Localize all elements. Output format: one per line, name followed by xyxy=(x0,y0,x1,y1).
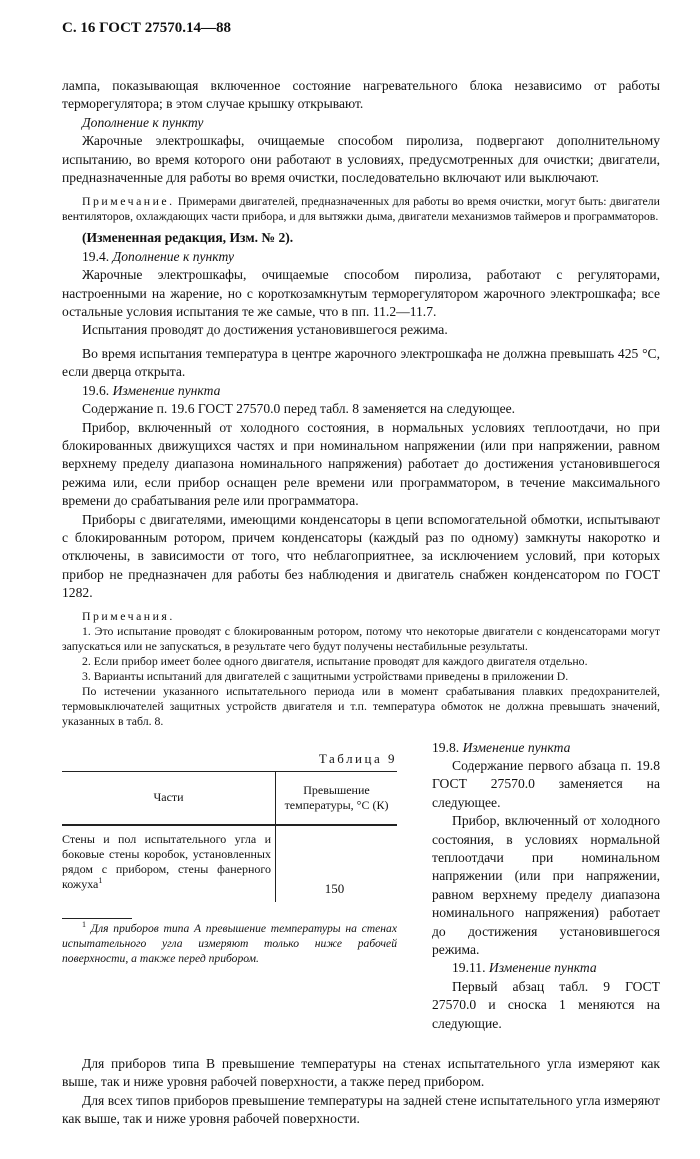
table-9 xyxy=(62,771,397,902)
table-row xyxy=(62,825,397,902)
paragraph: Во время испытания температура в центре жарочного электрошкафа не должна превышать 425 °С, если дверца открыта. xyxy=(62,345,660,380)
paragraph: Для приборов типа В превышение температуры на стенах испытательного угла измеряют как выше, так и ниже уровня рабочей поверхности, а также перед прибором. xyxy=(62,1056,660,1090)
paragraph: Прибор, включенный от холодного состояния, в условиях нормальной теплоотдачи при номинальном напряжении (или при напряжении, равном верхнему пределу диапазона номинального напряжения) работает до достижения установившегося режима. xyxy=(432,813,660,958)
paragraph: Прибор, включенный от холодного состояния, в нормальных условиях теплоотдачи, но при блокированных движущихся частях и при номинальном напряжении (или при напряжении, равном верхнему пределу диапазона номинального напряжения) работает до достижения установившегося режима или, если прибор оснащен реле времени или программатором, в течение максимального времени до срабатывания реле или программатора. xyxy=(62,419,660,509)
paragraph: Содержание п. 19.6 ГОСТ 27570.0 перед табл. 8 заменяется на следующее. xyxy=(82,401,516,417)
section-number: 19.6. xyxy=(82,382,113,398)
paragraph: лампа, показывающая включенное состояние нагревательного блока независимо от работы терморегулятора; в этом случае крышку открывают. xyxy=(62,78,660,112)
table-header-row xyxy=(62,771,397,825)
subheading: Дополнение к пункту xyxy=(82,114,204,130)
section-heading-19-6 xyxy=(62,382,660,400)
paragraph: Содержание первого абзаца п. 19.8 ГОСТ 27570.0 заменяется на следующее. xyxy=(432,757,660,810)
section-title: Дополнение к пункту xyxy=(112,248,234,264)
revision-note: (Измененная редакция, Изм. № 2). xyxy=(82,230,294,246)
footnote-mark: 1 xyxy=(82,919,86,929)
paragraph: Для всех типов приборов превышение температуры на задней стене испытательного угла измеряют как выше, так и ниже уровня рабочей поверхности. xyxy=(62,1092,660,1127)
bottom-text-block xyxy=(62,1055,660,1129)
table-caption: Таблица 9 xyxy=(318,750,397,766)
paragraph: Приборы с двигателями, имеющими конденсаторы в цепи вспомогательной обмотки, испытывают с блокированным ротором, причем конденсаторы (каждый раз по одному) замкнуты накоротко и отключены, в зависимости от того, что неблагоприятнее, за исключением условий, при которых прибор не предназначен для работы без наблюдения и двигатель снабжен конденсатором по ГОСТ 1282. xyxy=(62,511,660,601)
section-title: Изменение пункта xyxy=(488,960,597,976)
cell-text: Стены и пол испытательного угла и боковые стены коробок, установленных рядом с прибором, стены фанерного кожуха xyxy=(62,831,271,891)
table-column xyxy=(62,739,397,966)
section-heading-19-11 xyxy=(432,959,660,977)
note-item: 2. Если прибор имеет более одного двигателя, испытание проводят для каждого двигателя отдельно. xyxy=(82,653,588,668)
page-header: С. 16 ГОСТ 27570.14—88 xyxy=(62,20,231,36)
paragraph: Жарочные электрошкафы, очищаемые способом пиролиза, работают с регуляторами, настроенными на жарение, но с короткозамкнутым терморегулятором жарочного электрошкафа; все остальные условия испытания те же самые, что в пп. 11.2—11.7. xyxy=(62,267,660,320)
section-title: Изменение пункта xyxy=(462,739,571,755)
footnote-divider xyxy=(62,918,132,919)
main-text-block xyxy=(62,77,660,729)
table-cell xyxy=(62,825,276,902)
section-title: Изменение пункта xyxy=(112,382,221,398)
footnote-text: Для приборов типа А превышение температуры на стенах испытательного угла измеряют только ниже рабочей поверхности, а также перед прибором. xyxy=(62,921,397,965)
paragraph: Жарочные электрошкафы, очищаемые способом пиролиза, подвергают дополнительному испытанию, во время которого они работают в условиях, предусмотренных для очистки; двигатели, предназначенные для работы во время очистки, последовательно включают или выключают. xyxy=(62,133,660,186)
note-label: Примечание. xyxy=(82,194,175,209)
section-number: 19.8. xyxy=(432,739,463,755)
section-heading-19-8 xyxy=(432,739,660,757)
column-header: Части xyxy=(62,771,276,825)
section-heading-19-4 xyxy=(62,248,660,266)
footnote xyxy=(62,921,397,966)
note-text: Примерами двигателей, предназначенных для работы во время очистки, могут быть: двигатели вентиляторов, охлаждающих части прибора, и для вытяжки дыма, двигатели механизмов таймеров и программаторов. xyxy=(62,194,660,224)
note xyxy=(62,194,660,224)
note-item: 3. Варианты испытаний для двигателей с защитными устройствами приведены в приложении D. xyxy=(82,668,569,683)
paragraph-small: По истечении указанного испытательного периода или в момент срабатывания плавких предохранителей, термовыключателей защитных устройств двигателя и т.п. температура обмоток не должна превышать значений, указанных в табл. 8. xyxy=(62,683,660,728)
section-number: 19.4. xyxy=(82,248,113,264)
two-column-section xyxy=(62,739,660,1034)
note-item: 1. Это испытание проводят с блокированным ротором, потому что некоторые двигатели с конденсаторами могут запускаться или не запускаться, в результате чего будут получены нестабильные результаты. xyxy=(62,623,660,653)
right-column xyxy=(432,739,660,1034)
footnote-ref: 1 xyxy=(98,875,103,885)
column-header: Превышение температуры, °С (К) xyxy=(276,771,398,825)
paragraph: Первый абзац табл. 9 ГОСТ 27570.0 и сноска 1 меняются на следующие. xyxy=(432,978,660,1031)
section-number: 19.11. xyxy=(452,960,489,976)
table-cell: 150 xyxy=(324,880,345,896)
notes-label: Примечания. xyxy=(82,608,175,623)
paragraph: Испытания проводят до достижения установившегося режима. xyxy=(82,322,448,338)
